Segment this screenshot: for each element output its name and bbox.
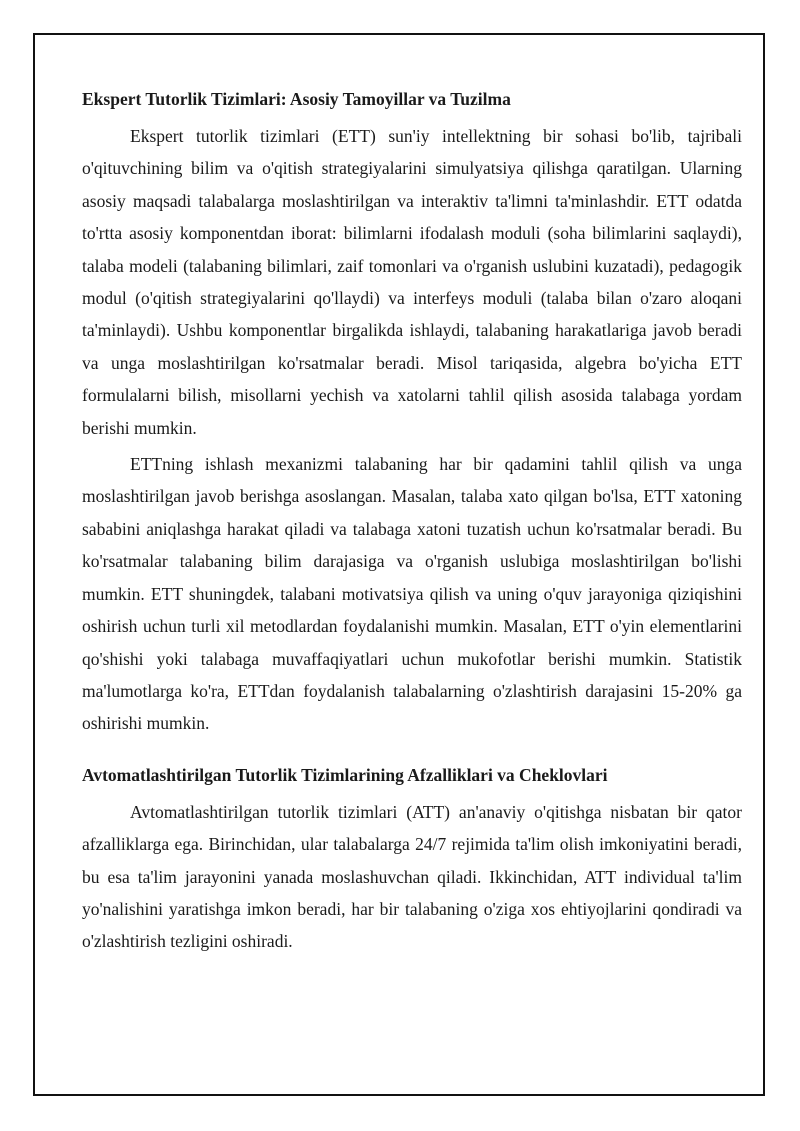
paragraph-ett-mechanism: ETTning ishlash mexanizmi talabaning har bir qadamini tahlil qilish va unga moslashtirilgan javob berishga asoslangan. Masalan, talaba xato qilgan bo'lsa, ETT xatoning sababini aniqlashga harakat qiladi va talabaga xatoni tuzatish uchun ko'rsatmalar beradi. Bu ko'rsatmalar talabaning bilim darajasiga va o'rganish uslubiga moslashtirilgan bo'lishi mumkin. ETT shuningdek, talabani motivatsiya qilish va uning o'quv jarayoniga qiziqishini oshirish uchun turli xil metodlardan foydalanishi mumkin. Masalan, ETT o'yin elementlarini qo'shishi yoki talabaga muvaffaqiyatlari uchun mukofotlar berishi mumkin. Statistik ma'lumotlarga ko'ra, ETTdan foydalanish talabalarning o'zlashtirish darajasini 15-20% ga oshirishi mumkin.: [82, 454, 742, 734]
paragraph-ett-definition: Ekspert tutorlik tizimlari (ETT) sun'iy intellektning bir sohasi bo'lib, tajribali o'qituvchining bilim va o'qitish strategiyalarini simulyatsiya qilishga qaratilgan. Ularning asosiy maqsadi talabalarga moslashtirilgan va interaktiv ta'limni ta'minlashdir. ETT odatda to'rtta asosiy komponentdan iborat: bilimlarni ifodalash moduli (soha bilimlarini saqlaydi), talaba modeli (talabaning bilimlari, zaif tomonlari va o'rganish uslubini kuzatadi), pedagogik modul (o'qitish strategiyalarini qo'llaydi) va interfeys moduli (talaba bilan o'zaro aloqani ta'minlaydi). Ushbu komponentlar birgalikda ishlaydi, talabaning harakatlariga javob beradi va unga moslashtirilgan ko'rsatmalar beradi. Misol tariqasida, algebra bo'yicha ETT formulalarni bilish, misollarni yechish va xatolarni tahlil qilish asosida talabaga yordam berishi mumkin.: [82, 126, 742, 438]
section-heading-ekspert: Ekspert Tutorlik Tizimlari: Asosiy Tamoyillar va Tuzilma: [82, 89, 511, 109]
document-body: [82, 86, 742, 962]
paragraph-att-advantages: Avtomatlashtirilgan tutorlik tizimlari (ATT) an'anaviy o'qitishga nisbatan bir qator afzalliklarga ega. Birinchidan, ular talabalarga 24/7 rejimida ta'lim olish imkoniyatini beradi, bu esa ta'lim jarayonini yanada moslashuvchan qiladi. Ikkinchidan, ATT individual ta'lim yo'nalishini yaratishga imkon beradi, har bir talabaning o'ziga xos ehtiyojlarini qondiradi va o'zlashtirish tezligini oshiradi.: [82, 801, 742, 952]
section-heading-afzalliklar: Avtomatlashtirilgan Tutorlik Tizimlarining Afzalliklari va Cheklovlari: [82, 764, 608, 785]
